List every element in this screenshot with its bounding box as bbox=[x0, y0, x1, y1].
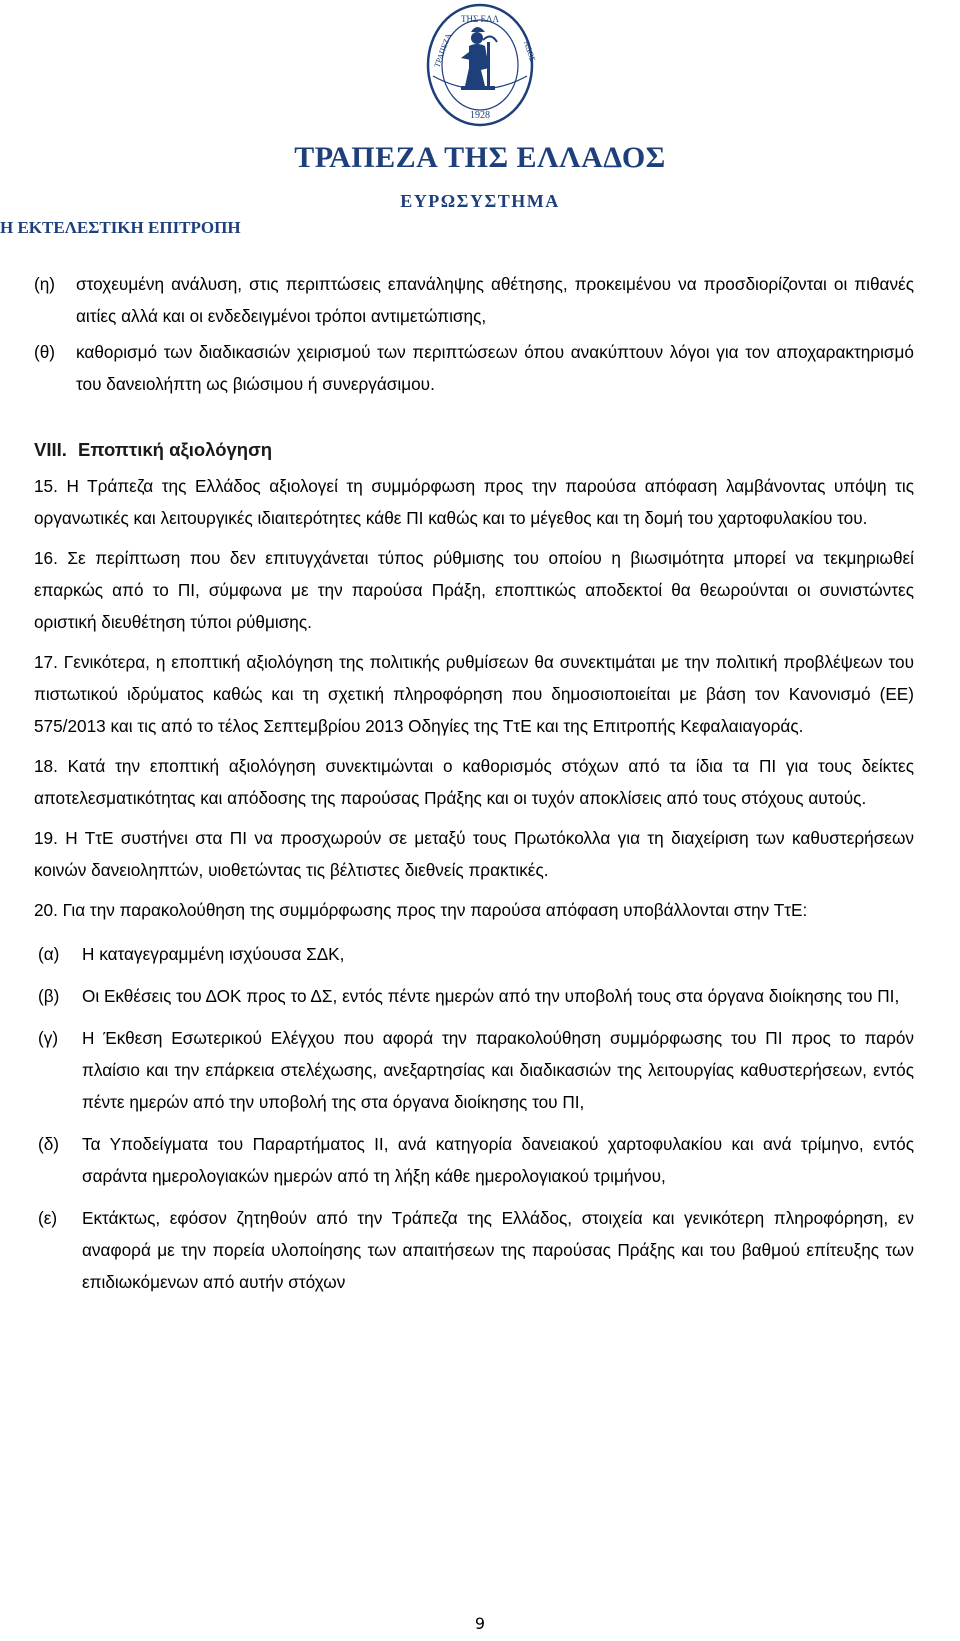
list-item-text: Οι Εκθέσεις του ΔΟΚ προς το ΔΣ, εντός πέντε ημερών από την υποβολή τους στα όργανα διοίκησης του ΠΙ, bbox=[82, 986, 900, 1006]
svg-text:ΤΡΑΠΕΖΑ: ΤΡΑΠΕΖΑ bbox=[432, 32, 454, 69]
page-number: 9 bbox=[474, 1614, 486, 1633]
list-item-text: στοχευμένη ανάλυση, στις περιπτώσεις επανάληψης αθέτησης, προκειμένου να προσδιορίζονται οι πιθανές αιτίες αλλά και οι ενδεδειγμένοι τρόποι αντιμετώπισης, bbox=[76, 274, 914, 326]
list-item bbox=[34, 336, 914, 400]
section-heading bbox=[34, 434, 914, 466]
paragraph-19: 19. Η ΤτΕ συστήνει στα ΠΙ να προσχωρούν σε μεταξύ τους Πρωτόκολλα για τη διαχείριση των καθυστερήσεων κοινών δανειοληπτών, υιοθετώντας τις βέλτιστες διεθνείς πρακτικές. bbox=[34, 828, 914, 880]
svg-text:ΤΗΣ ΕΛΛ: ΤΗΣ ΕΛΛ bbox=[460, 14, 500, 24]
paragraph-17: 17. Γενικότερα, η εποπτική αξιολόγηση της πολιτικής ρυθμίσεων θα συνεκτιμάται με την πολιτική προβλέψεων του πιστωτικού ιδρύματος καθώς και τη σχετική πληροφόρηση που δημοσιοποιείται με βάση τον Κανονισμό (ΕΕ) 575/2013 και τις από το τέλος Σεπτεμβρίου 2013 Οδηγίες της ΤτΕ και της Επιτροπής Κεφαλαιαγοράς. bbox=[34, 652, 914, 736]
list-item-text: Εκτάκτως, εφόσον ζητηθούν από την Τράπεζα της Ελλάδος, στοιχεία και γενικότερη πληροφόρηση, εν αναφορά με την πορεία υλοποίησης των απαιτήσεων της παρούσας Πράξης και του βαθμού επίτευξης των επιδιωκόμενων από αυτήν στόχων bbox=[82, 1208, 914, 1292]
eurosystem-label: ΕΥΡΩΣΥΣΤΗΜΑ bbox=[400, 191, 560, 211]
list-item bbox=[34, 268, 914, 332]
executive-committee-label: Η ΕΚΤΕΛΕΣΤΙΚΗ ΕΠΙΤΡΟΠΗ bbox=[0, 218, 241, 237]
list-item bbox=[38, 1128, 914, 1192]
list-item-label: (γ) bbox=[38, 1028, 59, 1048]
list-item bbox=[38, 1022, 914, 1118]
list-item-label: (θ) bbox=[34, 342, 56, 362]
list-item bbox=[38, 1202, 914, 1298]
list-item bbox=[38, 980, 914, 1012]
seal-year-text: 1928 bbox=[470, 110, 490, 121]
section-title: Εποπτική αξιολόγηση bbox=[78, 439, 273, 460]
list-item-label: (η) bbox=[34, 274, 56, 294]
continued-list bbox=[34, 268, 914, 400]
document-body bbox=[34, 268, 914, 1298]
list-item-text: Η Έκθεση Εσωτερικού Ελέγχου που αφορά την παρακολούθηση συμμόρφωσης του ΠΙ προς το παρόν πλαίσιο και την επάρκεια στελέχωσης, ανεξαρτησίας και διαδικασιών της λειτουργίας καθυστερήσεων, εντός πέντε ημερών από την υποβολή της στα όργανα διοίκησης του ΠΙ, bbox=[82, 1028, 914, 1112]
section-number: VIII. bbox=[34, 439, 67, 460]
list-item-label: (ε) bbox=[38, 1208, 58, 1228]
paragraph-15: 15. Η Τράπεζα της Ελλάδος αξιολογεί τη συμμόρφωση προς την παρούσα απόφαση λαμβάνοντας υπόψη τις οργανωτικές και λειτουργικές ιδιαιτερότητες κάθε ΠΙ καθώς και το μέγεθος και τη δομή του χαρτοφυλακίου του. bbox=[34, 476, 914, 528]
paragraph-20: 20. Για την παρακολούθηση της συμμόρφωσης προς την παρούσα απόφαση υποβάλλονται στην ΤτΕ: bbox=[34, 900, 808, 920]
list-item-label: (β) bbox=[38, 986, 60, 1006]
list-item-text: Η καταγεγραμμένη ισχύουσα ΣΔΚ, bbox=[82, 944, 345, 964]
bank-seal-logo bbox=[425, 2, 538, 132]
list-item-label: (α) bbox=[38, 944, 60, 964]
paragraph-16: 16. Σε περίπτωση που δεν επιτυγχάνεται τύπος ρύθμισης του οποίου η βιωσιμότητα μπορεί να τεκμηριωθεί επαρκώς από το ΠΙ, σύμφωνα με την παρούσα Πράξη, εποπτικώς αποδεκτοί θα θεωρούνται οι συνιστώντες οριστική διευθέτηση τύποι ρύθμισης. bbox=[34, 548, 914, 632]
list-item-label: (δ) bbox=[38, 1134, 60, 1154]
list-item bbox=[38, 938, 914, 970]
bank-name: ΤΡΑΠΕΖΑ ΤΗΣ ΕΛΛΑΔΟΣ bbox=[294, 141, 666, 174]
paragraph-18: 18. Κατά την εποπτική αξιολόγηση συνεκτιμώνται ο καθορισμός στόχων από τα ίδια τα ΠΙ για τους δείκτες αποτελεσματικότητας και απόδοσης της παρούσας Πράξης και οι τυχόν αποκλίσεις από τους στόχους αυτούς. bbox=[34, 756, 914, 808]
letterhead bbox=[0, 0, 960, 240]
svg-text:ΑΔΟΣ: ΑΔΟΣ bbox=[522, 39, 538, 63]
list-item-text: Τα Υποδείγματα του Παραρτήματος II, ανά κατηγορία δανειακού χαρτοφυλακίου και ανά τρίμηνο, εντός σαράντα ημερολογιακών ημερών από τη λήξη κάθε ημερολογιακού τριμήνου, bbox=[82, 1134, 914, 1186]
list-item-text: καθορισμό των διαδικασιών χειρισμού των περιπτώσεων όπου ανακύπτουν λόγοι για τον αποχαρακτηρισμό του δανειολήπτη ως βιώσιμου ή συνεργάσιμου. bbox=[76, 342, 914, 394]
submission-list bbox=[38, 938, 914, 1298]
